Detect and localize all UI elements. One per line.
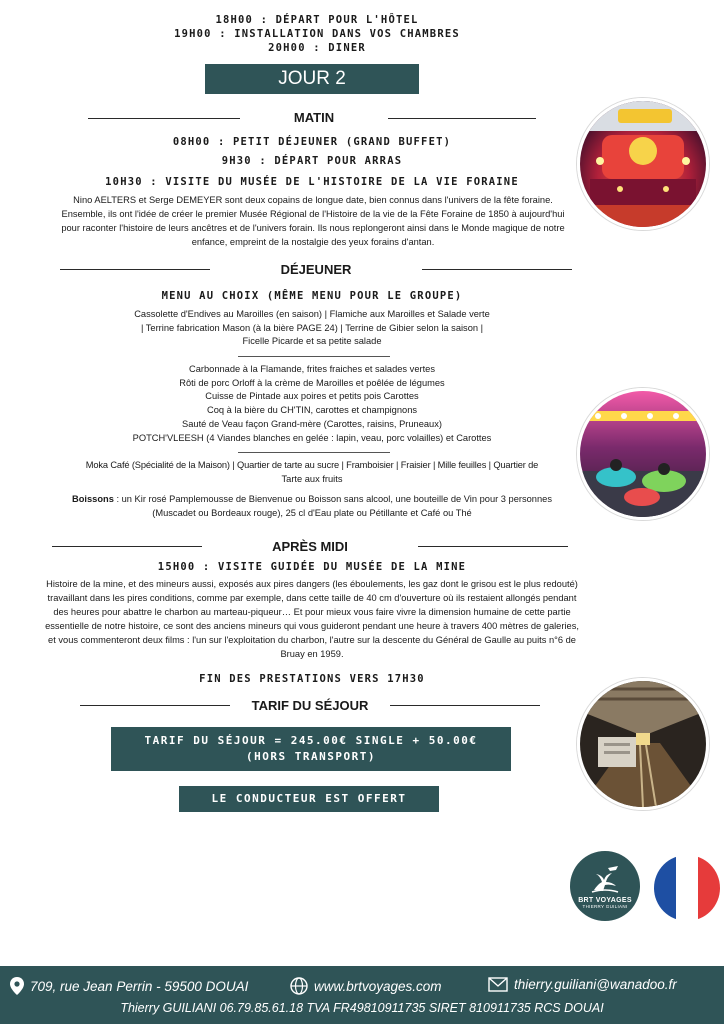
french-flag-icon	[654, 855, 720, 921]
section-title-tarif: TARIF DU SÉJOUR	[251, 698, 369, 713]
bumper-cars-photo	[577, 388, 709, 520]
section-title-matin: MATIN	[293, 110, 335, 125]
schedule-line-museum-visit: 10H30 : VISITE DU MUSÉE DE L'HISTOIRE DE LA VIE FORAINE	[105, 176, 519, 188]
footer-website[interactable]	[290, 977, 442, 995]
plat-line: Cuisse de Pintade aux poires et petits pois Carottes	[205, 391, 419, 402]
boissons-details: : un Kir rosé Pamplemousse de Bienvenue ou Boisson sans alcool, une bouteille de Vin pour 3 personnes (Muscadet ou Bordeaux rouge), 25 cl d'Eau plate ou Pétillante et Café ou Thé	[113, 494, 552, 518]
price-box	[111, 727, 511, 771]
divider	[238, 452, 390, 453]
divider	[422, 269, 572, 270]
plat-line: POTCH'VLEESH (4 Viandes blanches en gelée : lapin, veau, porc volailles) et Carottes	[132, 432, 492, 443]
fairground-photo	[577, 98, 709, 230]
divider	[60, 269, 210, 270]
entrees-list	[40, 308, 584, 349]
entree-line: Cassolette d'Endives au Maroilles (en saison) | Flamiche aux Maroilles et Salade verte	[134, 309, 490, 319]
schedule-line-mine-visit: 15H00 : VISITE GUIDÉE DU MUSÉE DE LA MINE	[157, 561, 467, 573]
entree-line: | Terrine fabrication Mason (à la bière PAGE 24) | Terrine de Gibier selon la saison |	[140, 322, 484, 333]
schedule-line-hotel: 18H00 : DÉPART POUR L'HÔTEL	[215, 14, 419, 26]
divider	[418, 546, 568, 547]
section-title-apres-midi: APRÈS MIDI	[272, 539, 348, 554]
plat-line: Rôti de porc Orloff à la crème de Maroilles et poêlée de légumes	[179, 377, 445, 388]
boissons-text	[56, 492, 568, 520]
palm-airplane-icon	[588, 864, 622, 896]
day-title: JOUR 2	[278, 68, 346, 89]
legal-info: Thierry GUILIANI 06.79.85.61.18 TVA FR49810911735 SIRET 810911735 RCS DOUAI	[120, 1001, 604, 1015]
logo-name: BRT VOYAGES	[578, 896, 632, 904]
end-of-services: FIN DES PRESTATIONS VERS 17H30	[199, 673, 425, 685]
price-line: TARIF DU SÉJOUR = 245.00€ SINGLE + 50.00€	[144, 734, 478, 747]
day-title-box	[205, 64, 419, 94]
footer	[0, 966, 724, 1024]
menu-title: MENU AU CHOIX (MÊME MENU POUR LE GROUPE)	[161, 290, 463, 302]
address-text: 709, rue Jean Perrin - 59500 DOUAI	[30, 978, 249, 994]
divider	[390, 705, 540, 706]
driver-offer-box	[179, 786, 439, 812]
boissons-label: Boissons	[72, 494, 114, 504]
envelope-icon	[488, 977, 508, 992]
section-title-dejeuner: DÉJEUNER	[280, 262, 352, 277]
entree-line: Ficelle Picarde et sa petite salade	[242, 336, 382, 347]
plat-line: Sauté de Veau façon Grand-mère (Carottes, raisins, Pruneaux)	[182, 418, 442, 429]
globe-icon	[290, 977, 308, 995]
plat-line: Carbonnade à la Flamande, frites fraiches et salades vertes	[189, 364, 435, 374]
schedule-line-rooms: 19H00 : INSTALLATION DANS VOS CHAMBRES	[174, 28, 460, 40]
mine-gallery-image	[580, 681, 706, 807]
mine-description: Histoire de la mine, et des mineurs aussi, exposés aux pires dangers (les éboulements, les gaz dont le grisou est le plus redouté) travaillant dans les pires conditions, comme par exemple, dans cette taille de 40 cm d'ouverture où ils restaient allongés pendant des heures pour abattre le charbon au marteau-piqueur… Et pour mieux vous faire vivre la dimension humaine de cette partie essentielle de notre histoire, ce sont des anciens mineurs qui vous guideront pendant une heure à travers 400 mètres de galeries, et vous commenteront deux films : l'un sur l'exploitation du charbon, l'autre sur la descente du Général de Gaulle au puits n°6 de Bruay en 1959.	[45, 579, 579, 659]
price-note: (HORS TRANSPORT)	[246, 750, 376, 763]
divider	[88, 118, 240, 119]
schedule-line-dinner: 20H00 : DINER	[268, 42, 366, 54]
footer-address	[10, 977, 248, 995]
divider	[238, 356, 390, 357]
bumper-cars-image	[580, 391, 706, 517]
company-logo	[570, 851, 640, 921]
divider	[388, 118, 536, 119]
museum-description: Nino AELTERS et Serge DEMEYER sont deux copains de longue date, bien connus dans l'univers de la fête foraine. Ensemble, ils ont l'idée de créer le premier Musée Régional de l'Histoire de la vie de la Fête Foraine de 1850 à aujourd'hui pour raconter l'histoire de leurs ancêtres et de l'univers forain. Ils nous replongeront ainsi dans le Monde magique de notre enfance, empreint de la nostalgie des yeux forains d'antan.	[61, 195, 565, 247]
mine-gallery-photo	[577, 678, 709, 810]
fairground-image	[580, 101, 706, 227]
logo-subtitle: THIERRY GUILIANI	[582, 903, 628, 909]
location-pin-icon	[10, 977, 24, 995]
email-link[interactable]: thierry.guiliani@wanadoo.fr	[514, 977, 677, 992]
website-link[interactable]: www.brtvoyages.com	[314, 978, 442, 994]
dessert-line: Moka Café (Spécialité de la Maison) | Quartier de tarte au sucre | Framboisier | Fraisier | Mille feuilles | Quartier de	[85, 460, 539, 470]
footer-email[interactable]	[488, 977, 677, 992]
plats-list	[40, 363, 584, 445]
divider	[80, 705, 230, 706]
driver-offer: LE CONDUCTEUR EST OFFERT	[211, 792, 407, 805]
plat-line: Coq à la bière du CH'TIN, carottes et champignons	[206, 405, 418, 416]
desserts-list	[40, 459, 584, 486]
schedule-line-departure: 9H30 : DÉPART POUR ARRAS	[221, 155, 403, 167]
divider	[52, 546, 202, 547]
schedule-line-breakfast: 08H00 : PETIT DÉJEUNER (GRAND BUFFET)	[172, 136, 452, 148]
dessert-line: Tarte aux fruits	[281, 473, 343, 484]
